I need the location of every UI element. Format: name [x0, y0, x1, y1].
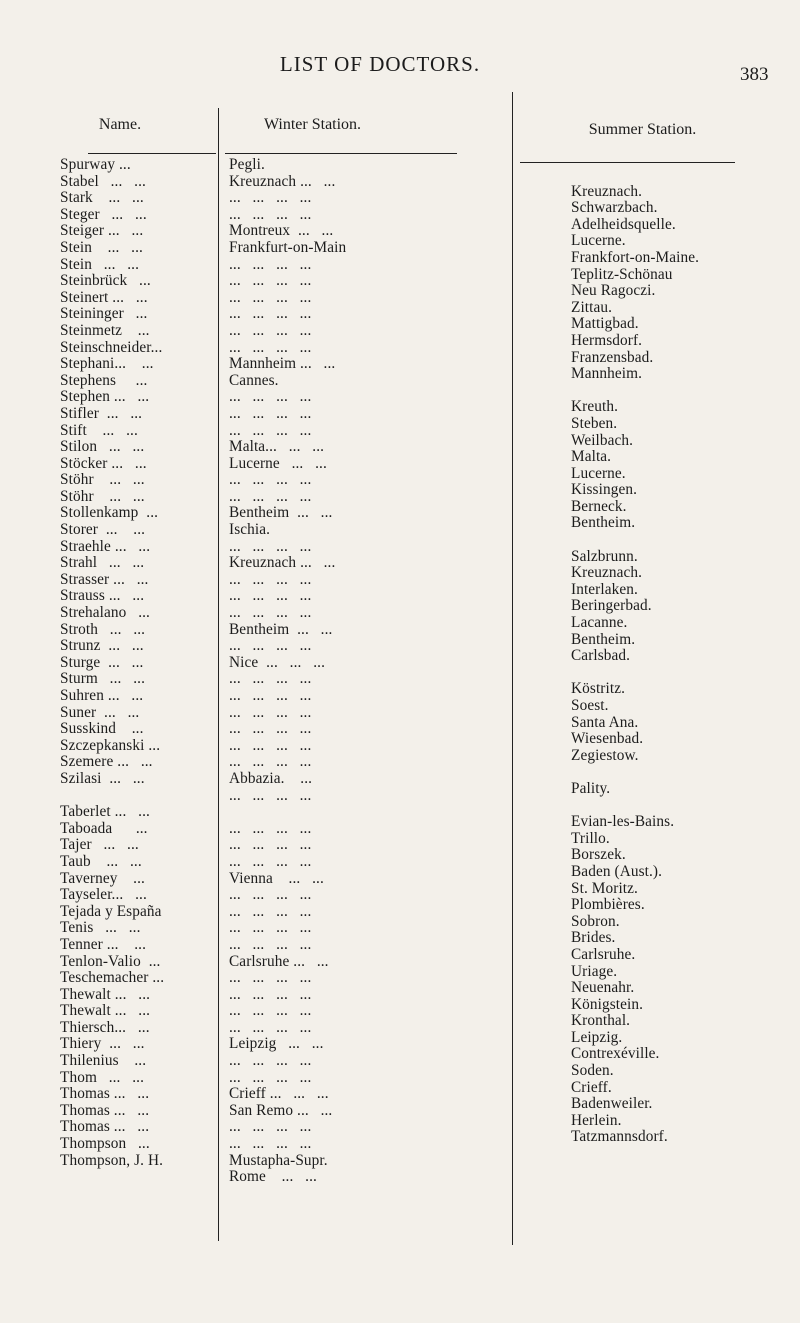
summer-station-row: Mattigbad. [571, 315, 639, 333]
doctor-name-row: Thomas ... ... [60, 1085, 150, 1103]
doctor-name-row: Thomas ... ... [60, 1118, 150, 1136]
winter-station-row: ... ... ... ... [229, 404, 312, 422]
summer-station-row: Contrexéville. [571, 1045, 660, 1063]
doctor-name-row: Thilenius ... [60, 1052, 147, 1070]
doctor-name-row: Susskind ... [60, 720, 144, 738]
column-divider-right [512, 92, 513, 1245]
doctor-name-row: Stein ... ... [60, 238, 143, 256]
name-column-header: Name. [98, 116, 142, 133]
doctor-name-row: Stift ... ... [60, 421, 138, 439]
doctor-name-row: Thiersch... ... [60, 1018, 150, 1036]
winter-station-row: ... ... ... ... [229, 902, 312, 920]
summer-station-row: Trillo. [571, 829, 610, 847]
summer-station-row: Bentheim. [571, 630, 636, 648]
winter-station-row: ... ... ... ... [229, 421, 312, 439]
winter-station-row: ... ... ... ... [229, 687, 312, 704]
winter-station-row: Malta... ... ... [229, 438, 325, 456]
winter-station-row: ... ... ... ... [229, 604, 312, 622]
doctor-name-row: Spurway ... [60, 156, 131, 173]
winter-station-row: ... ... ... ... [229, 852, 312, 870]
summer-column-header: Summer Station. [588, 121, 697, 138]
summer-station-row: Plombières. [571, 896, 645, 914]
doctor-name-row: Stein ... ... [60, 255, 140, 273]
winter-station-row: Vienna ... ... [229, 869, 324, 887]
doctor-name-row: Tajer ... ... [60, 836, 139, 854]
winter-station-row: Mustapha-Supr. [229, 1151, 328, 1169]
summer-station-row: Neuenahr. [571, 979, 635, 997]
doctor-name-row: Szczepkanski ... [60, 736, 161, 754]
summer-station-row: Lacanne. [571, 614, 628, 632]
winter-station-row: Kreuznach ... ... [229, 554, 336, 572]
winter-station-row: ... ... ... ... [229, 537, 312, 555]
winter-station-row: Mannheim ... ... [229, 355, 336, 373]
summer-station-row: Pality. [571, 779, 611, 797]
summer-station-row [571, 167, 796, 184]
doctor-name-row: Steinbrück ... [60, 272, 151, 290]
doctor-name-row: Steinschneider... [60, 338, 163, 356]
winter-station-row: ... ... ... ... [229, 919, 312, 937]
summer-station-row: Weilbach. [571, 431, 634, 449]
doctor-name-row: Szilasi ... ... [60, 769, 145, 787]
summer-station-row: Berneck. [571, 497, 627, 515]
summer-station-row: Zittau. [571, 298, 613, 316]
doctor-name-row: Steinmetz ... [60, 321, 150, 339]
summer-station-row: Franzensbad. [571, 348, 654, 366]
winter-station-row: ... ... ... ... [229, 1018, 312, 1036]
doctor-name-row: Storer ... ... [60, 521, 146, 539]
doctor-name-row: Stephens ... [60, 371, 148, 389]
column-divider-left [218, 108, 219, 1241]
winter-station-row: ... ... ... ... [229, 836, 312, 854]
doctor-name-row: Taub ... ... [60, 852, 142, 870]
winter-station-row: ... ... ... ... [229, 720, 312, 738]
winter-station-row: Kreuznach ... ... [229, 172, 336, 190]
summer-station-row: Steben. [571, 414, 618, 432]
winter-station-row: ... ... ... ... [229, 886, 312, 904]
doctor-name-row: Sturge ... ... [60, 653, 144, 671]
doctor-name-row: Strahl ... ... [60, 554, 145, 572]
winter-station-row: Abbazia. ... [229, 769, 313, 787]
summer-station-row: Wiesenbad. [571, 730, 644, 748]
winter-station-row: ... ... ... ... [229, 969, 312, 987]
doctor-name-row: Taverney ... [60, 869, 145, 887]
winter-station-row: ... ... ... ... [229, 819, 312, 837]
doctor-name-row: Straehle ... ... [60, 537, 151, 555]
winter-station-row: ... ... ... ... [229, 487, 312, 505]
summer-station-row: Soest. [571, 697, 609, 714]
doctor-name-row: Strauss ... ... [60, 587, 145, 605]
winter-station-row: Ischia. [229, 521, 271, 539]
winter-station-row: Nice ... ... ... [229, 653, 325, 671]
winter-station-row: Rome ... ... [229, 1168, 317, 1186]
winter-station-row: Bentheim ... ... [229, 504, 333, 522]
winter-station-column [229, 157, 509, 1186]
summer-station-row: Königstein. [571, 995, 644, 1013]
doctor-name-row: Teschemacher ... [60, 969, 165, 987]
running-head [0, 52, 800, 85]
winter-station-row: Lucerne ... ... [229, 454, 327, 472]
winter-station-row: Pegli. [229, 156, 265, 173]
summer-station-row: Salzbrunn. [571, 547, 638, 565]
summer-station-row: Brides. [571, 929, 616, 947]
winter-station-row: ... ... ... ... [229, 338, 312, 356]
summer-station-row: Carlsbad. [571, 647, 631, 665]
doctor-name-row: Stephen ... ... [60, 388, 150, 406]
summer-station-row: Crieff. [571, 1078, 612, 1096]
doctor-name-row: Thompson ... [60, 1135, 150, 1153]
summer-station-row: Mannheim. [571, 365, 642, 383]
winter-station-row: ... ... ... ... [229, 1052, 312, 1070]
winter-station-row: ... ... ... ... [229, 205, 312, 223]
summer-station-row: Schwarzbach. [571, 199, 658, 217]
page-number: 383 [740, 64, 769, 85]
summer-station-row: Uriage. [571, 962, 618, 980]
summer-station-row: Zegiestow. [571, 746, 639, 764]
winter-station-row: ... ... ... ... [229, 703, 312, 721]
summer-station-row: Köstritz. [571, 680, 626, 698]
winter-station-row: ... ... ... ... [229, 1118, 312, 1136]
winter-station-row: ... ... ... ... [229, 1002, 312, 1020]
summer-station-row: Kronthal. [571, 1012, 631, 1030]
winter-station-row: ... ... ... ... [229, 1068, 312, 1086]
name-header-rule [88, 153, 216, 154]
doctor-name-row: Stilon ... ... [60, 438, 145, 456]
summer-station-row: Santa Ana. [571, 713, 639, 731]
doctor-name-row: Thompson, J. H. [60, 1151, 164, 1169]
winter-station-row: ... ... ... ... [229, 786, 312, 804]
winter-station-row: ... ... ... ... [229, 1135, 312, 1153]
summer-station-row: Teplitz-Schönau [571, 265, 673, 283]
doctor-name-row: Strunz ... ... [60, 637, 144, 655]
winter-station-row: ... ... ... ... [229, 272, 312, 290]
doctor-name-row: Tayseler... ... [60, 886, 147, 904]
winter-station-row: Cannes. [229, 371, 279, 389]
summer-station-row: Neu Ragoczi. [571, 282, 656, 300]
doctor-name-row: Taboada ... [60, 819, 148, 837]
winter-station-row: ... ... ... ... [229, 587, 312, 605]
summer-station-row: Malta. [571, 448, 612, 466]
summer-station-row [571, 798, 796, 815]
winter-station-row: ... ... ... ... [229, 321, 312, 339]
doctor-name-row: Tejada y España [60, 902, 162, 920]
page-title: LIST OF DOCTORS. [279, 52, 481, 76]
summer-station-row: Kreuznach. [571, 182, 643, 200]
doctor-name-row: Steinert ... ... [60, 288, 148, 306]
winter-station-row: ... ... ... ... [229, 288, 312, 306]
summer-station-row: Bentheim. [571, 514, 636, 532]
summer-station-row: Leipzig. [571, 1028, 623, 1046]
winter-station-row: ... ... ... ... [229, 255, 312, 273]
doctor-name-row: Suhren ... ... [60, 687, 144, 704]
doctor-name-row: Strasser ... ... [60, 570, 149, 588]
winter-station-row: ... ... ... ... [229, 670, 312, 688]
winter-station-row: Bentheim ... ... [229, 620, 333, 638]
doctor-name-row: Taberlet ... ... [60, 803, 150, 821]
summer-station-row: Tatzmannsdorf. [571, 1128, 668, 1146]
summer-station-row: Soden. [571, 1062, 614, 1080]
doctor-name-row: Stephani... ... [60, 355, 154, 373]
doctor-name-row: Stroth ... ... [60, 620, 146, 638]
doctor-name-row: Steger ... ... [60, 205, 147, 223]
summer-station-column [571, 167, 796, 1146]
winter-station-row: San Remo ... ... [229, 1101, 333, 1119]
winter-station-row: ... ... ... ... [229, 637, 312, 655]
names-column [60, 157, 216, 1169]
winter-station-row [229, 804, 509, 821]
summer-station-row: Sobron. [571, 912, 620, 930]
summer-station-row: Kreuth. [571, 398, 619, 416]
summer-station-row: Badenweiler. [571, 1095, 653, 1113]
summer-header-rule [520, 162, 735, 163]
summer-station-row [571, 764, 796, 781]
doctor-name-row: Stöhr ... ... [60, 471, 145, 489]
doctor-name-row: Thom ... ... [60, 1068, 145, 1086]
winter-station-row: ... ... ... ... [229, 985, 312, 1003]
winter-station-row: ... ... ... ... [229, 753, 312, 771]
winter-station-row: ... ... ... ... [229, 570, 312, 588]
summer-station-row: Adelheidsquelle. [571, 215, 676, 233]
winter-station-row: Carlsruhe ... ... [229, 952, 329, 970]
summer-station-row: Baden (Aust.). [571, 862, 663, 880]
winter-station-row: ... ... ... ... [229, 736, 312, 754]
doctor-name-row: Tenlon-Valio ... [60, 952, 161, 970]
doctor-name-row [60, 788, 216, 805]
winter-station-row: Montreux ... ... [229, 222, 334, 240]
doctor-name-row: Stollenkamp ... [60, 504, 159, 522]
summer-station-row: Kissingen. [571, 481, 638, 499]
doctor-name-row: Tenis ... ... [60, 919, 141, 937]
doctor-name-row: Szemere ... ... [60, 753, 153, 771]
winter-station-row: Leipzig ... ... [229, 1035, 324, 1053]
summer-station-row: Hermsdorf. [571, 331, 643, 349]
summer-station-row: Herlein. [571, 1111, 622, 1129]
doctor-name-row: Stark ... ... [60, 189, 144, 207]
doctor-name-row: Thomas ... ... [60, 1101, 150, 1119]
doctor-name-row: Stifler ... ... [60, 404, 143, 422]
summer-station-row [571, 383, 796, 400]
summer-station-row: Borszek. [571, 846, 626, 864]
winter-station-row: ... ... ... ... [229, 388, 312, 406]
summer-station-row: Frankfort-on-Maine. [571, 248, 700, 266]
winter-station-row: Frankfurt-on-Main [229, 238, 347, 256]
winter-station-row: ... ... ... ... [229, 935, 312, 953]
winter-station-row: Crieff ... ... ... [229, 1085, 329, 1103]
summer-station-row: Kreuznach. [571, 564, 643, 582]
doctor-name-row: Thewalt ... ... [60, 1002, 151, 1020]
doctor-name-row: Thiery ... ... [60, 1035, 145, 1053]
summer-station-row: Beringerbad. [571, 597, 652, 615]
doctor-name-row: Thewalt ... ... [60, 985, 151, 1003]
winter-header-rule [225, 153, 457, 154]
winter-station-row: ... ... ... ... [229, 471, 312, 489]
summer-station-row: Interlaken. [571, 580, 638, 598]
doctor-name-row: Steiger ... ... [60, 222, 144, 240]
summer-station-row: Carlsruhe. [571, 945, 636, 963]
summer-station-row [571, 532, 796, 549]
winter-station-row: ... ... ... ... [229, 189, 312, 207]
summer-station-row: Evian-les-Bains. [571, 813, 675, 831]
doctor-name-row: Stöcker ... ... [60, 454, 147, 472]
doctor-name-row: Strehalano ... [60, 604, 150, 622]
summer-station-row: Lucerne. [571, 232, 626, 250]
summer-station-row: St. Moritz. [571, 879, 638, 897]
doctor-name-row: Suner ... ... [60, 703, 140, 721]
doctor-name-row: Stöhr ... ... [60, 487, 145, 505]
summer-station-row [571, 665, 796, 682]
winter-column-header: Winter Station. [263, 116, 362, 133]
doctor-name-row: Steininger ... [60, 305, 148, 323]
summer-station-row: Lucerne. [571, 464, 626, 482]
doctor-name-row: Stabel ... ... [60, 172, 146, 190]
doctor-name-row: Sturm ... ... [60, 670, 145, 688]
winter-station-row: ... ... ... ... [229, 305, 312, 323]
doctor-name-row: Tenner ... ... [60, 935, 147, 953]
